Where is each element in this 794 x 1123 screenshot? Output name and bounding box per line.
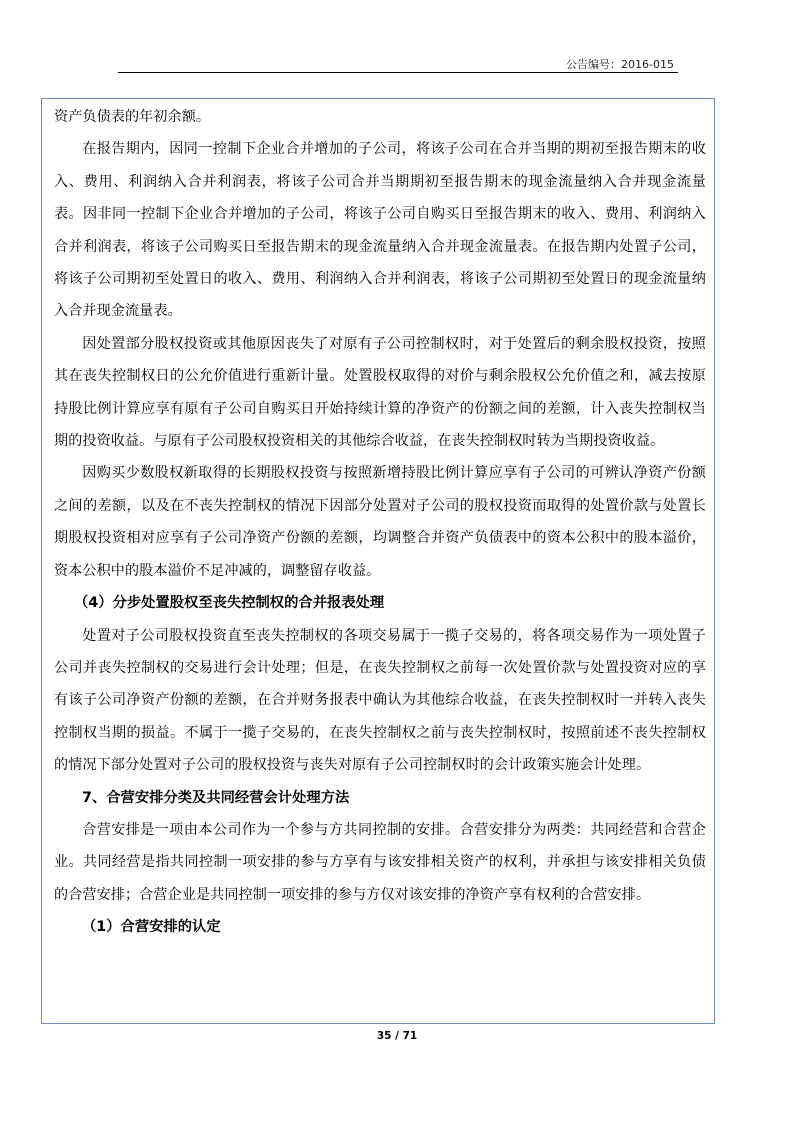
paragraph-3: 因处置部分股权投资或其他原因丧失了对原有子公司控制权时，对于处置后的剩余股权投资，按照其在丧失控制权日的公允价值进行重新计量。处置股权取得的对价与剩余股权公允价值之和，减去按原持股比例计算应享有原有子公司自购买日开始持续计算的净资产的份额之间的差额，计入丧失控制权当期的投资收益。与原有子公司股权投资相关的其他综合收益，在丧失控制权时转为当期投资收益。 [54,335,706,450]
header-rule [118,72,678,73]
section-heading-7: 7、合营安排分类及共同经营会计处理方法 [82,789,350,806]
section-heading-1: （1）合营安排的认定 [82,919,221,936]
section-heading-4: （4）分步处置股权至丧失控制权的合并报表处理 [74,595,385,612]
paragraph-1: 资产负债表的年初余额。 [54,109,211,125]
paragraph-5: 处置对子公司股权投资直至丧失控制权的各项交易属于一揽子交易的，将各项交易作为一项处置子公司并丧失控制权的交易进行会计处理；但是，在丧失控制权之前每一次处置价款与处置投资对应的享有该子公司净资产份额的差额，在合并财务报表中确认为其他综合收益，在丧失控制权时一并转入丧失控制权当期的损益。不属于一揽子交易的，在丧失控制权之前与丧失控制权时，按照前述不丧失控制权的情况下部分处置对子公司的股权投资与丧失对原有子公司控制权时的会计政策实施会计处理。 [54,627,706,774]
announcement-number: 公告编号：2016-015 [566,58,674,71]
paragraph-6: 合营安排是一项由本公司作为一个参与方共同控制的安排。合营安排分为两类：共同经营和合营企业。共同经营是指共同控制一项安排的参与方享有与该安排相关资产的权利，并承担与该安排相关负债的合营安排；合营企业是共同控制一项安排的参与方仅对该安排的净资产享有权利的合营安排。 [54,821,706,903]
content-frame [41,98,715,1024]
page-number: 35 / 71 [376,1030,418,1042]
paragraph-4: 因购买少数股权新取得的长期股权投资与按照新增持股比例计算应享有子公司的可辨认净资产份额之间的差额，以及在不丧失控制权的情况下因部分处置对子公司的股权投资而取得的处置价款与处置长期股权投资相对应享有子公司净资产份额的差额，均调整合并资产负债表中的资本公积中的股本溢价，资本公积中的股本溢价不足冲减的，调整留存收益。 [54,465,706,579]
paragraph-2: 在报告期内，因同一控制下企业合并增加的子公司，将该子公司在合并当期的期初至报告期末的收入、费用、利润纳入合并利润表，将该子公司合并当期期初至报告期末的现金流量纳入合并现金流量表。因非同一控制下企业合并增加的子公司，将该子公司自购买日至报告期末的收入、费用、利润纳入合并利润表，将该子公司购买日至报告期末的现金流量纳入合并现金流量表。在报告期内处置子公司，将该子公司期初至处置日的收入、费用、利润纳入合并利润表，将该子公司期初至处置日的现金流量纳入合并现金流量表。 [54,141,706,320]
